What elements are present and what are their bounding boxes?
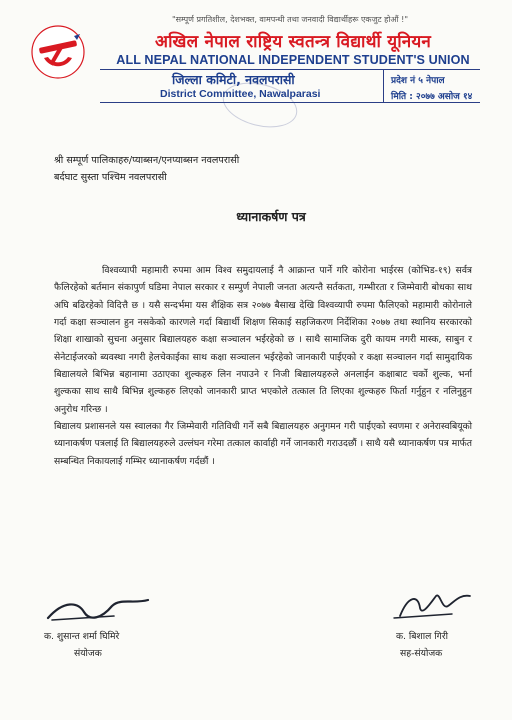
letter-body xyxy=(54,262,472,470)
hammer-sickle-pen-icon xyxy=(30,24,86,80)
header-divider xyxy=(100,69,480,70)
district-nepali: जिल्ला कमिटी, नवलपरासी xyxy=(172,72,295,87)
signature-1 xyxy=(44,592,154,628)
district-english: District Committee, Nawalparasi xyxy=(160,88,321,100)
org-name-nepali: अखिल नेपाल राष्ट्रिय स्वतन्त्र विद्यार्थी यूनियन xyxy=(154,32,432,52)
signatory-2-name: क. बिशाल गिरी xyxy=(396,631,448,642)
header-divider-vertical xyxy=(383,69,384,102)
letter-title: ध्यानाकर्षण पत्र xyxy=(236,209,306,224)
date-label: मिति : २०७७ असोज १४ xyxy=(391,92,473,102)
motto: "सम्पूर्ण प्रगतिशील, देशभक्त, वामपन्थी तथा जनवादी विद्यार्थीहरू एकजुट होऔं !" xyxy=(171,15,409,24)
address-line-1: श्री सम्पूर्ण पालिकाहरु/प्याब्सन/एनप्याब्सन नवलपरासी xyxy=(54,155,240,166)
body-paragraph-1: विश्वव्यापी महामारी रुपमा आम विश्व समुदायलाई नै आक्रान्त पार्ने गरि कोरोना भाईरस (कोभिड-१९) सर्वत्र फैलिरहेको बर्तमान संकापुर्ण घडिमा नेपाल सरकार र सम्पुर्ण नेपाली जनता अत्यन्तै सर्तकता, गम्भीरता र जिम्मेवारी बोधका साथ अघि बढिरहेको विदित्तै छ । यसै सन्दर्भमा यस शैक्षिक सत्र २०७७ बैसाख देखि विश्वव्यापी रुपमा फैलिएको महामारी कोरोनाले गर्दा कक्षा सञ्चालन हुन नसकेको कारणले गर्दा बिद्यार्थी शिक्षण सिकाई सहजिकरण निर्देशिका २०७७ तथा स्थानिय सरकारको शिक्षा शाखाको सुचना अनुसार बिद्यालयहरु कक्षा सञ्चालन भईरहेको छ । साथै सामाजिक दुरी कायम नगरी मास्क, साबुन र सेनेटाईजरको ब्यवस्था नगरी हेलचेकाईका साथ कक्षा सञ्चालन भईरहेको जानकारी पाईएको र कक्षा सञ्चालन गर्दा सामुदायिक बिद्यालयले बिभिन्न बहानामा उठाएका शुल्कहरु लिन नपाउने र निजी बिद्यालयहरुले अनलाईन कक्षाबाट चर्को शुल्क, भर्ना शुल्कका साथ साथै बिभिन्न शुल्कहरु लिएको जानकारी प्राप्त भएकोले तत्काल ति लिएका शुल्कहरु फिर्ता गर्नुहुन र नलिनुहुन अनुरोध गरिन्छ । xyxy=(54,265,472,415)
signatory-1-name: क. शुसान्त शर्मा घिमिरे xyxy=(44,631,120,642)
province-label: प्रदेश नं ५ नेपाल xyxy=(391,76,445,86)
org-name-english: ALL NEPAL NATIONAL INDEPENDENT STUDENT'S UNION xyxy=(116,53,470,67)
body-paragraph-2: बिद्यालय प्रशासनले यस स्वालका गैर जिम्मेवारी गतिविधी गर्ने सबै बिद्यालयहरु अनुगमन गरी पाईएको स्वणमा र अनेरास्वबियूको ध्यानाकर्षण पत्रलाई ति बिद्यालयहरुले उल्लंघन गरेमा तत्काल कार्वाही गर्ने जानकारी गराउदछौं । साथै यसै ध्यानाकर्षण पत्र मार्फत सम्बन्धित निकायलाई गम्भिर ध्यानाकर्षण गर्दछौं । xyxy=(54,421,472,467)
signature-2 xyxy=(390,586,480,626)
signatory-2-role: सह-संयोजक xyxy=(400,648,443,659)
address-line-2: बर्दघाट सुस्ता पश्चिम नवलपरासी xyxy=(54,172,167,183)
signatory-1-role: संयोजक xyxy=(74,648,102,659)
